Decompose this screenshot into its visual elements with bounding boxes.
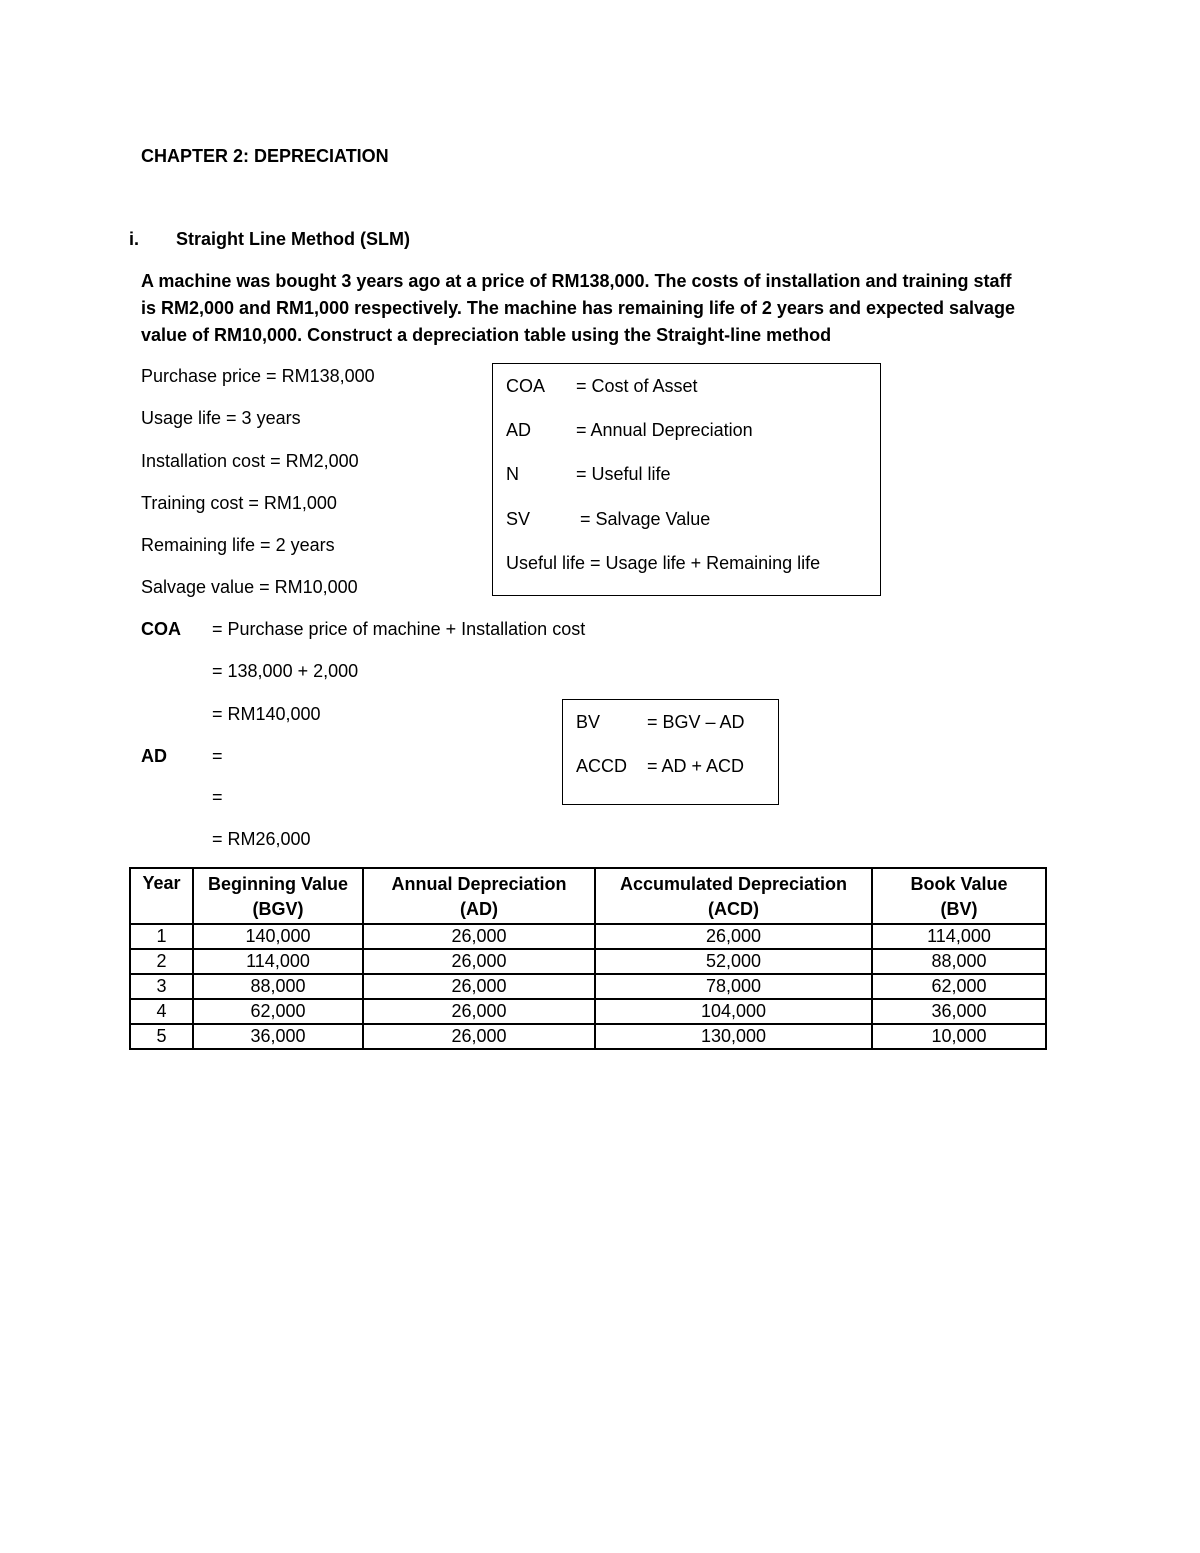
header-abbrev: (BV) xyxy=(940,899,978,919)
cell-ad: 26,000 xyxy=(363,1024,595,1049)
section-title: Straight Line Method (SLM) xyxy=(176,229,410,249)
cell-bv: 62,000 xyxy=(872,974,1046,999)
given-salvage-value: Salvage value = RM10,000 xyxy=(141,577,358,597)
formula-box xyxy=(562,699,779,805)
table-row xyxy=(130,974,1046,999)
legend-key: COA xyxy=(506,376,546,396)
problem-line-3: value of RM10,000. Construct a depreciation table using the Straight-line method xyxy=(141,325,832,345)
legend-key: AD xyxy=(506,420,532,440)
table-row xyxy=(130,949,1046,974)
cell-year: 3 xyxy=(130,974,193,999)
legend-key: N xyxy=(506,464,519,484)
ad-step-2: = xyxy=(212,787,223,807)
depreciation-table xyxy=(129,867,1047,1050)
given-purchase-price: Purchase price = RM138,000 xyxy=(141,366,375,386)
formula-value: = AD + ACD xyxy=(647,756,745,776)
problem-line-1: A machine was bought 3 years ago at a price of RM138,000. The costs of installation and training staff xyxy=(141,271,1012,291)
legend-ad xyxy=(506,419,753,441)
legend-key: SV xyxy=(506,509,531,529)
header-year xyxy=(130,868,193,924)
header-accumulated-depreciation xyxy=(595,868,872,924)
cell-ad: 26,000 xyxy=(363,999,595,1024)
cell-bv: 88,000 xyxy=(872,949,1046,974)
coa-label: COA xyxy=(141,619,181,639)
cell-bgv: 62,000 xyxy=(193,999,363,1024)
header-label: Year xyxy=(142,873,181,893)
given-training-cost: Training cost = RM1,000 xyxy=(141,493,337,513)
problem-line-2: is RM2,000 and RM1,000 respectively. The machine has remaining life of 2 years and expected salvage xyxy=(141,298,1016,318)
formula-key: BV xyxy=(576,712,601,732)
coa-step-2: = 138,000 + 2,000 xyxy=(212,661,359,681)
cell-acd: 26,000 xyxy=(595,924,872,949)
ad-label: AD xyxy=(141,746,167,766)
cell-ad: 26,000 xyxy=(363,974,595,999)
header-book-value xyxy=(872,868,1046,924)
legend-useful-life xyxy=(506,552,820,574)
header-label: Accumulated Depreciation xyxy=(619,874,848,894)
header-label: Annual Depreciation xyxy=(391,874,567,894)
table-row xyxy=(130,1024,1046,1049)
cell-bgv: 36,000 xyxy=(193,1024,363,1049)
header-annual-depreciation xyxy=(363,868,595,924)
table-row xyxy=(130,999,1046,1024)
cell-acd: 78,000 xyxy=(595,974,872,999)
cell-bv: 114,000 xyxy=(872,924,1046,949)
table-row xyxy=(130,924,1046,949)
header-label: Beginning Value xyxy=(207,874,349,894)
cell-year: 2 xyxy=(130,949,193,974)
given-remaining-life: Remaining life = 2 years xyxy=(141,535,335,555)
formula-value: = BGV – AD xyxy=(647,712,745,732)
cell-ad: 26,000 xyxy=(363,924,595,949)
cell-acd: 52,000 xyxy=(595,949,872,974)
cell-bv: 10,000 xyxy=(872,1024,1046,1049)
legend-value: = Cost of Asset xyxy=(576,376,698,396)
ad-step-1: = xyxy=(212,746,223,766)
header-abbrev: (BGV) xyxy=(252,899,304,919)
cell-bv: 36,000 xyxy=(872,999,1046,1024)
table-header-row xyxy=(130,868,1046,924)
cell-year: 4 xyxy=(130,999,193,1024)
cell-bgv: 88,000 xyxy=(193,974,363,999)
formula-bv xyxy=(576,711,745,733)
cell-acd: 104,000 xyxy=(595,999,872,1024)
given-usage-life: Usage life = 3 years xyxy=(141,408,301,428)
legend-sv xyxy=(506,508,710,530)
legend-coa xyxy=(506,375,698,397)
legend-n xyxy=(506,463,671,485)
legend-value: = Useful life xyxy=(576,464,671,484)
coa-step-3: = RM140,000 xyxy=(212,704,321,724)
header-abbrev: (AD) xyxy=(460,899,498,919)
header-label: Book Value xyxy=(910,874,1008,894)
formula-accd xyxy=(576,755,744,777)
cell-bgv: 140,000 xyxy=(193,924,363,949)
legend-box xyxy=(492,363,881,596)
legend-value: = Salvage Value xyxy=(580,509,711,529)
cell-bgv: 114,000 xyxy=(193,949,363,974)
given-installation-cost: Installation cost = RM2,000 xyxy=(141,451,359,471)
cell-year: 5 xyxy=(130,1024,193,1049)
formula-key: ACCD xyxy=(576,756,628,776)
page-title: CHAPTER 2: DEPRECIATION xyxy=(141,146,389,166)
cell-year: 1 xyxy=(130,924,193,949)
legend-value: Useful life = Usage life + Remaining life xyxy=(506,553,821,573)
header-abbrev: (ACD) xyxy=(708,899,759,919)
ad-step-3: = RM26,000 xyxy=(212,829,311,849)
coa-step-1: = Purchase price of machine + Installation cost xyxy=(212,619,586,639)
header-beginning-value xyxy=(193,868,363,924)
cell-ad: 26,000 xyxy=(363,949,595,974)
legend-value: = Annual Depreciation xyxy=(576,420,753,440)
section-numeral: i. xyxy=(129,229,140,249)
cell-acd: 130,000 xyxy=(595,1024,872,1049)
